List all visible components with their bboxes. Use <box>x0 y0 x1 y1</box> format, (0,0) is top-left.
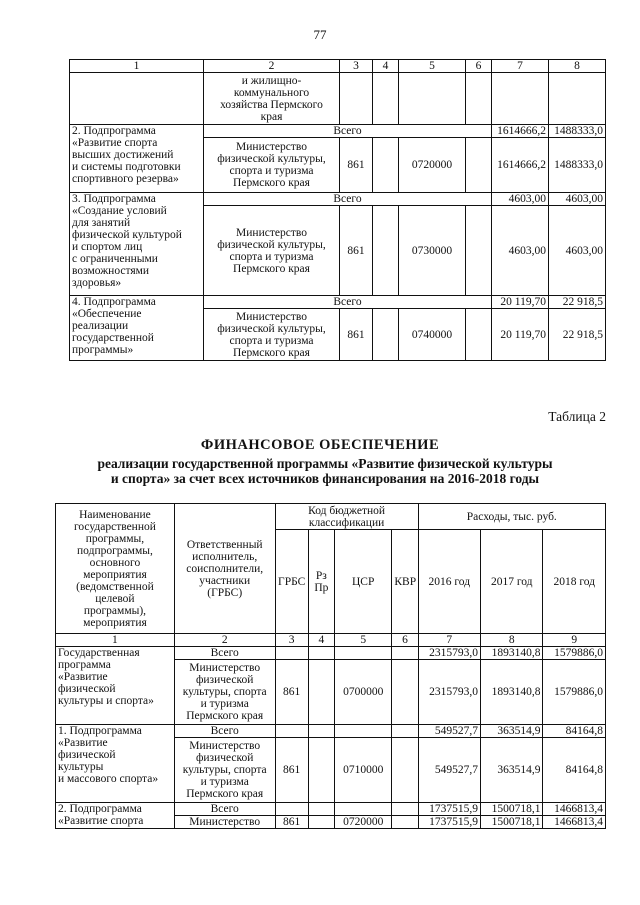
col-number: 5 <box>334 634 391 647</box>
csr-cell: 0720000 <box>334 816 391 829</box>
header-row <box>56 504 606 530</box>
csr-cell: 0730000 <box>399 206 466 296</box>
program-name-cell: 4. Подпрограмма «Обеспечение реализации государственной программы» <box>70 296 204 361</box>
column-number-row <box>56 634 606 647</box>
col-number: 2 <box>204 60 340 73</box>
col-number: 2 <box>174 634 275 647</box>
program-name-cell: 2. Подпрограмма «Развитие спорта <box>56 803 175 829</box>
value-cell: 84164,8 <box>543 725 606 738</box>
value-cell: 1737515,9 <box>418 816 480 829</box>
value-cell: 4603,00 <box>549 206 606 296</box>
header-csr: ЦСР <box>334 530 391 634</box>
executor-cell: Министерство физической культуры, спорта и туризма Пермского края <box>174 738 275 803</box>
program-name-cell: 2. Подпрограмма «Развитие спорта высших достижений и системы подготовки спортивного резерва» <box>70 125 204 193</box>
header-year-2016: 2016 год <box>418 530 480 634</box>
header-budget-code: Код бюджетной классификации <box>275 504 418 530</box>
col-number: 5 <box>399 60 466 73</box>
table-row <box>56 725 606 738</box>
value-cell: 20 119,70 <box>492 296 549 309</box>
table-row <box>70 125 606 138</box>
executor-cell: Министерство физической культуры, спорта и туризма Пермского края <box>174 660 275 725</box>
executor-cell: Министерство <box>174 816 275 829</box>
total-label: Всего <box>174 647 275 660</box>
document-heading: ФИНАНСОВОЕ ОБЕСПЕЧЕНИЕ <box>200 437 440 453</box>
col-number: 6 <box>392 634 418 647</box>
table-row <box>70 296 606 309</box>
value-cell: 1500718,1 <box>481 816 543 829</box>
header-grbs: ГРБС <box>275 530 308 634</box>
header-year-2017: 2017 год <box>481 530 543 634</box>
document-subheading: реализации государственной программы «Развитие физической культуры и спорта» за счет всех источников финансирования на 2016-2018 годы <box>97 456 553 486</box>
csr-cell: 0740000 <box>399 309 466 361</box>
table-caption: Таблица 2 <box>548 409 606 424</box>
executor-cell: Министерство физической культуры, спорта и туризма Пермского края <box>204 138 340 193</box>
col-number: 8 <box>549 60 606 73</box>
col-number: 7 <box>418 634 480 647</box>
value-cell: 1500718,1 <box>481 803 543 816</box>
col-number: 7 <box>492 60 549 73</box>
value-cell: 84164,8 <box>543 738 606 803</box>
table-row <box>56 647 606 660</box>
value-cell: 4603,00 <box>492 206 549 296</box>
csr-cell: 0710000 <box>334 738 391 803</box>
total-label: Всего <box>204 296 492 309</box>
col-number: 1 <box>70 60 204 73</box>
value-cell: 1466813,4 <box>543 816 606 829</box>
value-cell: 2315793,0 <box>418 660 480 725</box>
csr-cell: 0720000 <box>399 138 466 193</box>
column-number-row <box>70 60 606 73</box>
page-number: 77 <box>313 27 327 42</box>
value-cell: 1466813,4 <box>543 803 606 816</box>
col-number: 3 <box>340 60 373 73</box>
executor-cell: Министерство физической культуры, спорта и туризма Пермского края <box>204 309 340 361</box>
value-cell: 20 119,70 <box>492 309 549 361</box>
header-executor: Ответственный исполнитель, соисполнители, участники (ГРБС) <box>174 504 275 634</box>
value-cell: 1893140,8 <box>481 647 543 660</box>
value-cell: 1488333,0 <box>549 125 606 138</box>
col-number: 6 <box>466 60 492 73</box>
header-rzpr: Рз Пр <box>308 530 334 634</box>
total-label: Всего <box>204 193 492 206</box>
program-name-cell: 1. Подпрограмма «Развитие физической культуры и массового спорта» <box>56 725 175 803</box>
grbs-cell: 861 <box>275 738 308 803</box>
program-name-cell: 3. Подпрограмма «Создание условий для занятий физической культурой и спортом лиц с ограниченными возможностями здоровья» <box>70 193 204 296</box>
header-name: Наименование государственной программы, подпрограммы, основного мероприятия (ведомственной целевой программы), мероприятия <box>56 504 175 634</box>
col-number: 4 <box>373 60 399 73</box>
col-number: 1 <box>56 634 175 647</box>
value-cell: 549527,7 <box>418 738 480 803</box>
table-continuation <box>69 59 606 361</box>
grbs-cell: 861 <box>275 816 308 829</box>
value-cell: 4603,00 <box>549 193 606 206</box>
value-cell: 2315793,0 <box>418 647 480 660</box>
table-row <box>70 73 606 125</box>
grbs-cell: 861 <box>275 660 308 725</box>
col-number: 3 <box>275 634 308 647</box>
financing-table <box>55 503 606 829</box>
value-cell: 22 918,5 <box>549 296 606 309</box>
value-cell: 1488333,0 <box>549 138 606 193</box>
value-cell: 1893140,8 <box>481 660 543 725</box>
value-cell: 549527,7 <box>418 725 480 738</box>
header-expenses: Расходы, тыс. руб. <box>418 504 605 530</box>
value-cell: 22 918,5 <box>549 309 606 361</box>
program-name-cell: Государственная программа «Развитие физической культуры и спорта» <box>56 647 175 725</box>
value-cell: 1614666,2 <box>492 125 549 138</box>
total-label: Всего <box>204 125 492 138</box>
value-cell: 363514,9 <box>481 738 543 803</box>
total-label: Всего <box>174 803 275 816</box>
table-row <box>70 193 606 206</box>
grbs-cell: 861 <box>340 309 373 361</box>
value-cell: 4603,00 <box>492 193 549 206</box>
value-cell: 363514,9 <box>481 725 543 738</box>
grbs-cell: 861 <box>340 138 373 193</box>
csr-cell: 0700000 <box>334 660 391 725</box>
total-label: Всего <box>174 725 275 738</box>
table-row <box>56 803 606 816</box>
value-cell: 1579886,0 <box>543 647 606 660</box>
value-cell: 1579886,0 <box>543 660 606 725</box>
col-number: 8 <box>481 634 543 647</box>
value-cell: 1737515,9 <box>418 803 480 816</box>
grbs-cell: 861 <box>340 206 373 296</box>
executor-cell: Министерство физической культуры, спорта и туризма Пермского края <box>204 206 340 296</box>
header-year-2018: 2018 год <box>543 530 606 634</box>
value-cell: 1614666,2 <box>492 138 549 193</box>
col-number: 4 <box>308 634 334 647</box>
col-number: 9 <box>543 634 606 647</box>
header-kvr: КВР <box>392 530 418 634</box>
executor-cell: и жилищно- коммунального хозяйства Пермского края <box>204 73 340 125</box>
